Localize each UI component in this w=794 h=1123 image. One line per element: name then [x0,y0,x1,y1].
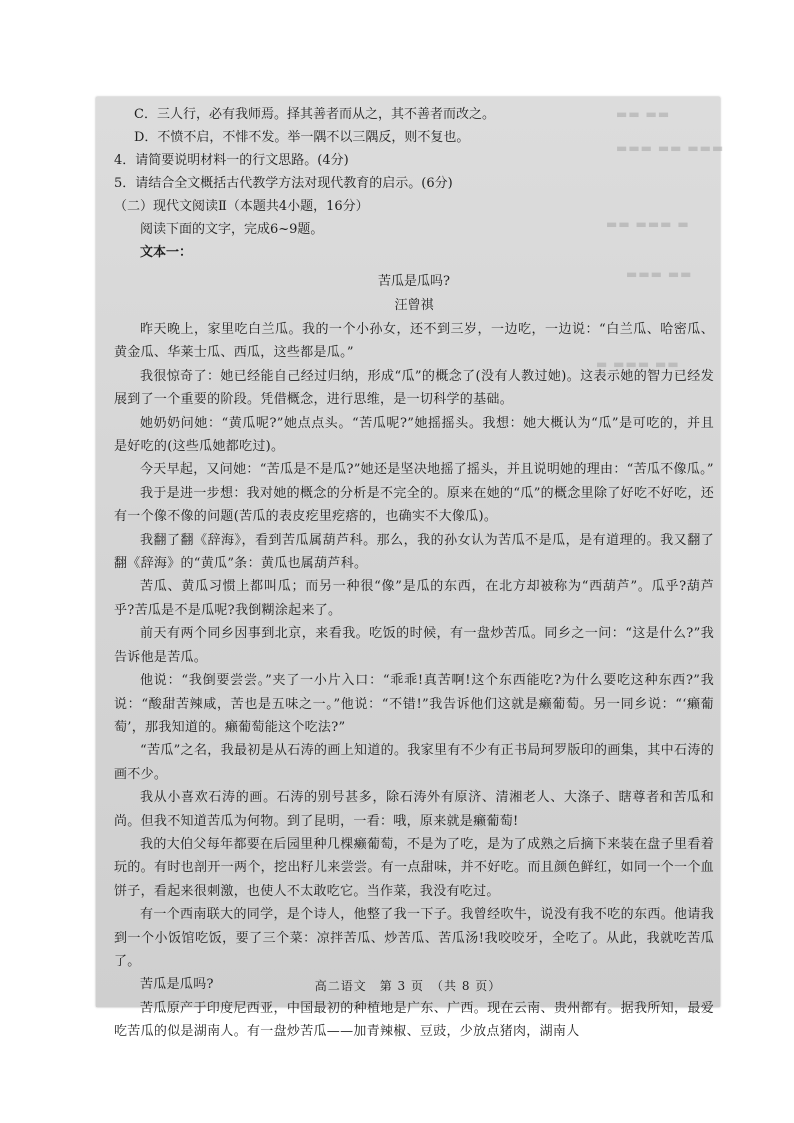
article-paragraph: 前天有两个同乡因事到北京，来看我。吃饭的时候，有一盘炒苦瓜。同乡之一问：“这是什么?”我告诉他是苦瓜。 [114,626,714,665]
article-paragraph: 我翻了翻《辞海》，看到苦瓜属葫芦科。那么，我的孙女认为苦瓜不是瓜，是有道理的。我又翻了翻《辞海》的“黄瓜”条：黄瓜也属葫芦科。 [114,532,714,572]
text-label: 文本一： [140,245,193,260]
article-paragraph: 我于是进一步想：我对她的概念的分析是不完全的。原来在她的“瓜”的概念里除了好吃不好吃，还有一个像不像的问题(苦瓜的表皮疙里疙瘩的，也确实不大像瓜)。 [114,485,714,525]
page-footer: 高二语文 第 3 页 （共 8 页） [314,979,502,993]
section-heading: （二）现代文阅读Ⅱ（本题共4小题，16分） [114,199,369,214]
article-paragraph: 我的大伯父每年都要在后园里种几棵癞葡萄，不是为了吃，是为了成熟之后摘下来装在盘子里看着玩的。有时也剖开一两个，挖出籽儿来尝尝。有一点甜味，并不好吃。而且颜色鲜红，如同一个一个血饼子，看起来很刺激，也使人不太敢吃它。当作菜，我没有吃过。 [114,836,714,899]
question-4: 4．请简要说明材料一的行文思路。(4分) [114,153,349,168]
article-paragraph: 昨天晚上，家里吃白兰瓜。我的一个小孙女，还不到三岁，一边吃，一边说：“白兰瓜、哈密瓜、黄金瓜、华莱士瓜、西瓜，这些都是瓜。” [114,322,714,361]
article-paragraph: 今天早起，又问她：“苦瓜是不是瓜?”她还是坚决地摇了摇头，并且说明她的理由：“苦瓜不像瓜。” [140,462,714,478]
article-paragraph: 我从小喜欢石涛的画。石涛的别号甚多，除石涛外有原济、清湘老人、大涤子、瞎尊者和苦瓜和尚。但我不知道苦瓜为何物。到了昆明，一看：哦，原来就是癞葡萄! [114,790,714,829]
option-c: C．三人行，必有我师焉。择其善者而从之，其不善者而改之。 [134,107,495,122]
article-paragraph: 苦瓜是瓜吗? [140,977,214,993]
exam-page: ▬▬ ▬▬ ▬▬▬ ▬▬ ▬▬▬ ▬▬ ▬▬▬ ▬ ▬▬▬ ▬▬ ▬ ▬▬▬ ▬▬ C．三人行，必有我师焉。择其善者而从之，其不善者而改之。 D．不愤不启，不悱不发。举一隅不以三隅反，则不复也。 4．请简要说明材料一的行文思路。(4分) 5．请结合全文概括古代教学方法对现代教育的启示。(6分) （二）现代文阅读Ⅱ（本题共4小题，16分） 阅读下面的文字，完成6~9题。 文本一： 苦瓜是瓜吗? 汪曾祺 昨天晚上，家里吃白兰瓜。我的一个小孙女，还不到三岁，一边吃，一边说：“白兰瓜、哈密瓜、黄金瓜、华莱士瓜、西瓜，这些都是瓜。” 我很惊奇了：她已经能自己经过归纳，形成“瓜”的概念了(没有人教过她)。这表示她的智力已经发展到了一个重要的阶段。凭借概念，进行思维，是一切科学的基础。 她奶奶问她：“黄瓜呢?”她点点头。“苦瓜呢?”她摇摇头。我想：她大概认为“瓜”是可吃的，并且是好吃的(这些瓜她都吃过)。 今天早起，又问她：“苦瓜是不是瓜?”她还是坚决地摇了摇头，并且说明她的理由：“苦瓜不像瓜。” 我于是进一步想：我对她的概念的分析是不完全的。原来在她的“瓜”的概念里除了好吃不好吃，还有一个像不像的问题(苦瓜的表皮疙里疙瘩的，也确实不大像瓜)。 我翻了翻《辞海》，看到苦瓜属葫芦科。那么，我的孙女认为苦瓜不是瓜，是有道理的。我又翻了翻《辞海》的“黄瓜”条：黄瓜也属葫芦科。 苦瓜、黄瓜习惯上都叫瓜；而另一种很“像”是瓜的东西，在北方却被称为“西葫芦”。瓜乎?葫芦乎?苦瓜是不是瓜呢?我倒糊涂起来了。 前天有两个同乡因事到北京，来看我。吃饭的时候，有一盘炒苦瓜。同乡之一问：“这是什么?”我告诉他是苦瓜。 他说：“我倒要尝尝。”夹了一小片入口：“乖乖!真苦啊!这个东西能吃?为什么要吃这种东西?”我说：“酸甜苦辣咸，苦也是五味之一。”他说：“不错!”我告诉他们这就是癞葡萄。另一同乡说：“‘癞葡萄’，那我知道的。癞葡萄能这个吃法?” “苦瓜”之名，我最初是从石涛的画上知道的。我家里有不少有正书局珂罗版印的画集，其中石涛的画不少。 我从小喜欢石涛的画。石涛的别号甚多，除石涛外有原济、清湘老人、大涤子、瞎尊者和苦瓜和尚。但我不知道苦瓜为何物。到了昆明，一看：哦，原来就是癞葡萄! 我的大伯父每年都要在后园里种几棵癞葡萄，不是为了吃，是为了成熟之后摘下来装在盘子里看着玩的。有时也剖开一两个，挖出籽儿来尝尝。有一点甜味，并不好吃。而且颜色鲜红，如同一个一个血饼子，看起来很刺激，也使人不太敢吃它。当作菜，我没有吃过。 有一个西南联大的同学，是个诗人，他整了我一下子。我曾经吹牛，说没有我不吃的东西。他请我到一个小饭馆吃饭，要了三个菜：凉拌苦瓜、炒苦瓜、苦瓜汤!我咬咬牙，全吃了。从此，我就吃苦瓜了。 苦瓜是瓜吗? 苦瓜原产于印度尼西亚，中国最初的种植地是广东、广西。现在云南、贵州都有。据我所知，最爱吃苦瓜的似是湖南人。有一盘炒苦瓜——加青辣椒、豆豉，少放点猪肉，湖南人 高二语文 第 3 页 （共 8 页） [96,97,720,1007]
article-paragraph: 她奶奶问她：“黄瓜呢?”她点点头。“苦瓜呢?”她摇摇头。我想：她大概认为“瓜”是可吃的，并且是好吃的(这些瓜她都吃过)。 [114,415,714,455]
question-5: 5．请结合全文概括古代教学方法对现代教育的启示。(6分) [114,176,453,191]
option-d: D．不愤不启，不悱不发。举一隅不以三隅反，则不复也。 [134,130,470,145]
article-paragraph: 他说：“我倒要尝尝。”夹了一小片入口：“乖乖!真苦啊!这个东西能吃?为什么要吃这种东西?”我说：“酸甜苦辣咸，苦也是五味之一。”他说：“不错!”我告诉他们这就是癞葡萄。另一同乡说：“‘癞葡萄’，那我知道的。癞葡萄能这个吃法?” [114,673,714,735]
article-paragraph: 苦瓜原产于印度尼西亚，中国最初的种植地是广东、广西。现在云南、贵州都有。据我所知，最爱吃苦瓜的似是湖南人。有一盘炒苦瓜——加青辣椒、豆豉，少放点猪肉，湖南人 [114,1000,714,1040]
section-instruction: 阅读下面的文字，完成6~9题。 [140,222,324,237]
article-author: 汪曾祺 [394,298,434,313]
article-paragraph: 有一个西南联大的同学，是个诗人，他整了我一下子。我曾经吹牛，说没有我不吃的东西。他请我到一个小饭馆吃饭，要了三个菜：凉拌苦瓜、炒苦瓜、苦瓜汤!我咬咬牙，全吃了。从此，我就吃苦瓜了。 [114,907,714,969]
page-content [114,103,714,1044]
article-paragraph: 苦瓜、黄瓜习惯上都叫瓜；而另一种很“像”是瓜的东西，在北方却被称为“西葫芦”。瓜乎?葫芦乎?苦瓜是不是瓜呢?我倒糊涂起来了。 [114,579,714,618]
article-paragraph: 我很惊奇了：她已经能自己经过归纳，形成“瓜”的概念了(没有人教过她)。这表示她的智力已经发展到了一个重要的阶段。凭借概念，进行思维，是一切科学的基础。 [114,368,714,408]
article-paragraph: “苦瓜”之名，我最初是从石涛的画上知道的。我家里有不少有正书局珂罗版印的画集，其中石涛的画不少。 [114,743,714,782]
article-title: 苦瓜是瓜吗? [378,274,450,289]
